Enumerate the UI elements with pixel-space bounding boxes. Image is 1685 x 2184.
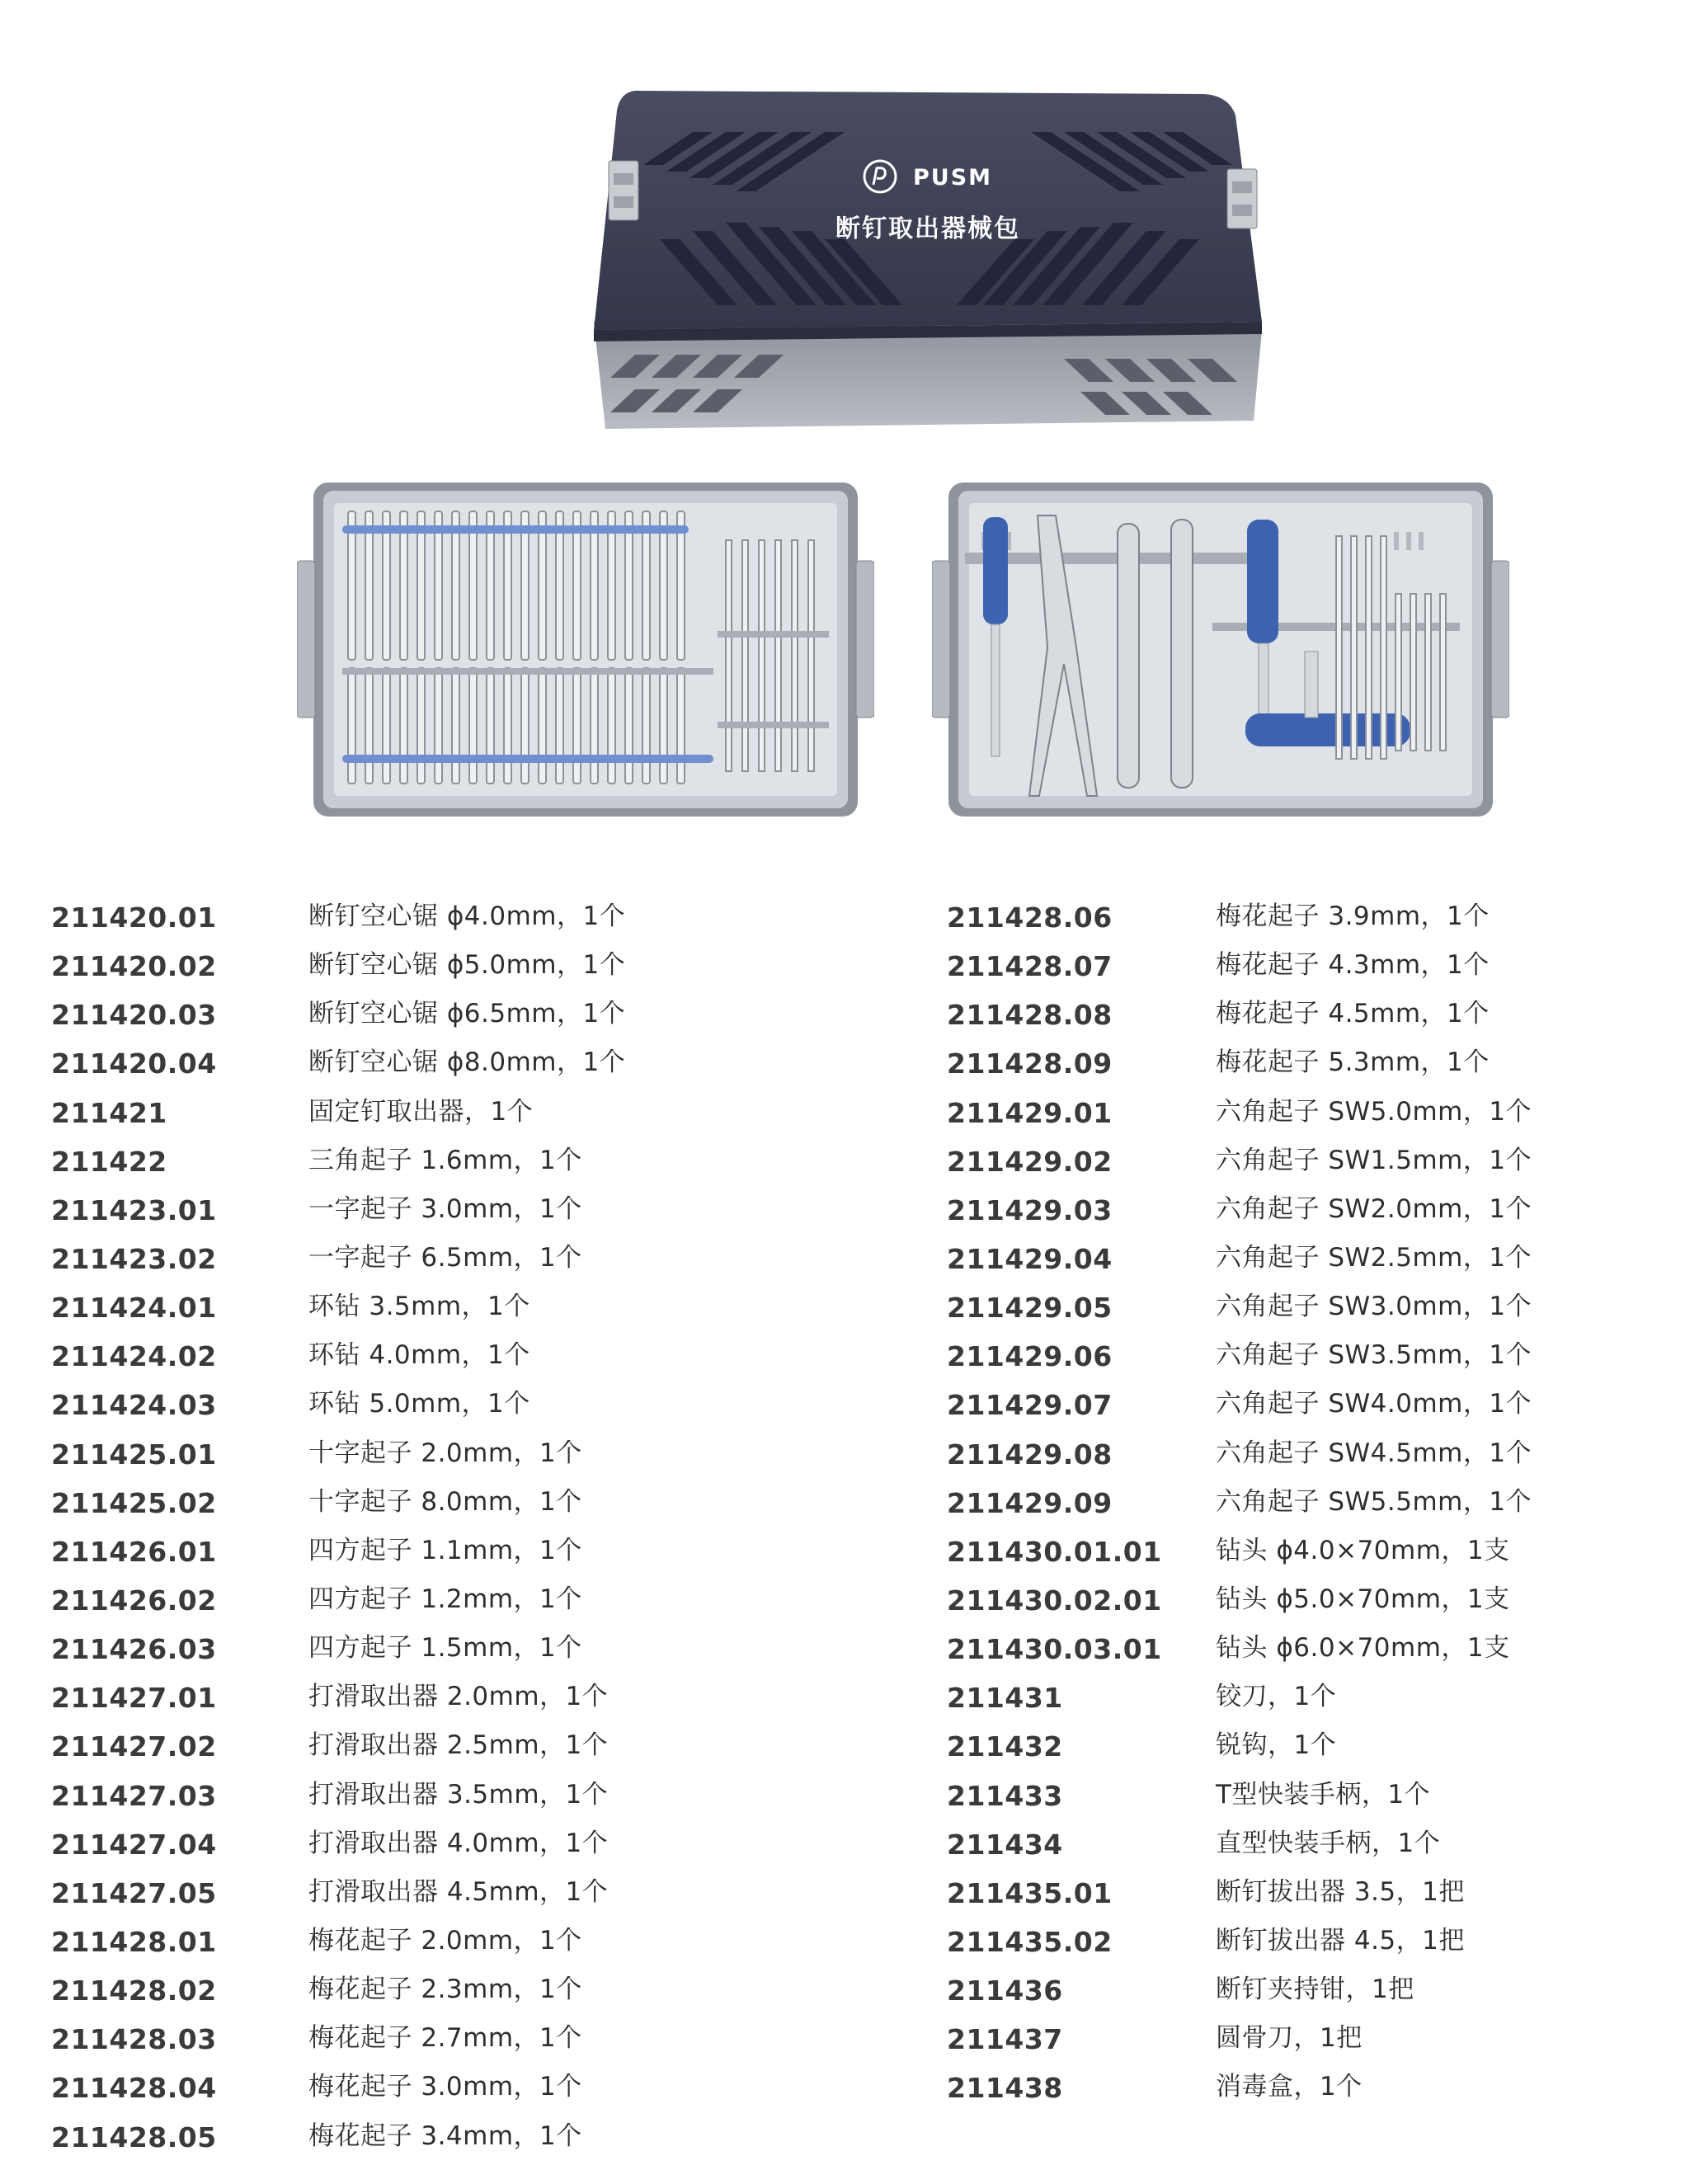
item-code: 211422 xyxy=(51,1145,167,1178)
item-description: 打滑取出器 2.0mm，1个 xyxy=(308,1682,609,1712)
item-code: 211429.09 xyxy=(947,1486,1113,1519)
item-description: 打滑取出器 4.0mm，1个 xyxy=(308,1828,609,1858)
screwdriver-bit xyxy=(469,668,477,784)
item-code: 211436 xyxy=(947,1975,1063,2007)
item-description: 钻头 ϕ5.0×70mm，1支 xyxy=(1216,1584,1510,1614)
screwdriver-bit xyxy=(452,668,459,784)
item-description: 十字起子 8.0mm，1个 xyxy=(308,1486,582,1517)
item-code: 211428.03 xyxy=(51,2023,217,2056)
item-code: 211426.02 xyxy=(51,1584,217,1617)
item-description: 六角起子 SW2.0mm，1个 xyxy=(1216,1193,1532,1224)
item-description: 断钉空心锯 ϕ4.0mm，1个 xyxy=(308,901,626,931)
item-description: 断钉拔出器 3.5，1把 xyxy=(1216,1876,1465,1907)
item-code: 211427.04 xyxy=(51,1828,217,1861)
item-code: 211423.02 xyxy=(51,1242,217,1275)
item-description: 六角起子 SW5.5mm，1个 xyxy=(1216,1486,1532,1517)
item-code: 211435.01 xyxy=(947,1876,1113,1909)
screwdriver-bit xyxy=(608,668,615,784)
item-code: 211429.06 xyxy=(947,1340,1113,1373)
item-description: 六角起子 SW4.0mm，1个 xyxy=(1216,1389,1532,1419)
item-code: 211420.01 xyxy=(51,901,217,934)
screwdriver-bit xyxy=(435,668,442,784)
item-code: 211435.02 xyxy=(947,1925,1113,1958)
item-code: 211429.08 xyxy=(947,1438,1113,1471)
item-code: 211429.04 xyxy=(947,1242,1113,1275)
item-description: 打滑取出器 4.5mm，1个 xyxy=(308,1876,609,1907)
screwdriver-bit xyxy=(556,668,563,784)
item-description: 梅花起子 3.0mm，1个 xyxy=(308,2072,582,2102)
item-code: 211429.05 xyxy=(947,1292,1113,1325)
item-description: 六角起子 SW5.0mm，1个 xyxy=(1216,1096,1532,1127)
extraction-tools-tray-illustration xyxy=(932,474,1509,825)
item-description: 梅花起子 5.3mm，1个 xyxy=(1216,1047,1490,1078)
screwdriver-bit xyxy=(348,668,355,784)
screwdriver-bit xyxy=(591,668,598,784)
item-code: 211424.01 xyxy=(51,1292,217,1325)
item-description: 六角起子 SW1.5mm，1个 xyxy=(1216,1145,1532,1175)
item-code: 211420.04 xyxy=(51,1047,217,1080)
item-description: 六角起子 SW4.5mm，1个 xyxy=(1216,1438,1532,1468)
item-description: 钻头 ϕ6.0×70mm，1支 xyxy=(1216,1633,1510,1664)
item-code: 211425.01 xyxy=(51,1438,217,1471)
item-code: 211430.03.01 xyxy=(947,1633,1162,1666)
item-code: 211421 xyxy=(51,1096,167,1129)
screwdriver-bit xyxy=(487,668,494,784)
case-lid-label: 断钉取出器械包 xyxy=(835,214,1020,243)
item-description: 环钻 3.5mm，1个 xyxy=(308,1292,530,1322)
drill-bit xyxy=(1351,536,1357,759)
sterilization-case-closed-photo xyxy=(569,82,1287,437)
item-description: 打滑取出器 2.5mm，1个 xyxy=(308,1730,609,1761)
item-description: T型快装手柄，1个 xyxy=(1216,1779,1431,1810)
item-code: 211423.01 xyxy=(51,1193,217,1226)
screwdriver-bit xyxy=(573,668,581,784)
screwdriver-bit xyxy=(383,668,390,784)
screwdriver-bit xyxy=(660,668,667,784)
item-description: 一字起子 3.0mm，1个 xyxy=(308,1193,582,1224)
drill-bit xyxy=(1396,594,1401,751)
pin-bit xyxy=(759,540,765,771)
brand-name: PUSM xyxy=(912,165,993,191)
drill-bit xyxy=(1440,594,1446,751)
pin-bit xyxy=(792,540,798,771)
item-description: 断钉空心锯 ϕ6.5mm，1个 xyxy=(308,999,626,1029)
item-code: 211428.09 xyxy=(947,1047,1113,1080)
item-code: 211437 xyxy=(947,2023,1063,2056)
screwdriver-bit xyxy=(504,668,511,784)
item-code: 211438 xyxy=(947,2072,1063,2105)
instrument-tray-right-photo xyxy=(932,474,1509,825)
item-description: 梅花起子 3.9mm，1个 xyxy=(1216,901,1490,931)
item-description: 断钉空心锯 ϕ5.0mm，1个 xyxy=(308,950,626,981)
item-description: 梅花起子 2.3mm，1个 xyxy=(308,1975,582,2005)
item-description: 环钻 5.0mm，1个 xyxy=(308,1389,530,1419)
item-code: 211427.05 xyxy=(51,1876,217,1909)
item-description: 三角起子 1.6mm，1个 xyxy=(308,1145,582,1175)
item-code: 211428.08 xyxy=(947,999,1113,1032)
item-code: 211429.02 xyxy=(947,1145,1113,1178)
item-description: 四方起子 1.5mm，1个 xyxy=(308,1633,582,1664)
screwdriver-bits-tray-illustration xyxy=(297,474,874,825)
drill-bit xyxy=(1410,594,1416,751)
item-description: 六角起子 SW3.0mm，1个 xyxy=(1216,1292,1532,1322)
item-code: 211427.02 xyxy=(51,1730,217,1763)
item-description: 一字起子 6.5mm，1个 xyxy=(308,1242,582,1273)
item-code: 211429.01 xyxy=(947,1096,1113,1129)
item-description: 断钉拔出器 4.5，1把 xyxy=(1216,1925,1465,1956)
pin-bit xyxy=(742,540,748,771)
item-code: 211429.07 xyxy=(947,1389,1113,1422)
item-code: 211420.02 xyxy=(51,950,217,983)
item-code: 211424.02 xyxy=(51,1340,217,1373)
drill-bit xyxy=(1336,536,1342,759)
item-description: 直型快装手柄，1个 xyxy=(1216,1828,1441,1858)
item-code: 211434 xyxy=(947,1828,1063,1861)
instrument-tray-left-photo xyxy=(297,474,874,825)
screwdriver-bit xyxy=(539,668,546,784)
item-code: 211428.01 xyxy=(51,1925,217,1958)
item-code: 211428.02 xyxy=(51,1975,217,2007)
item-description: 固定钉取出器，1个 xyxy=(308,1096,534,1127)
screwdriver-bit xyxy=(677,668,685,784)
item-code: 211432 xyxy=(947,1730,1063,1763)
item-description: 钻头 ϕ4.0×70mm，1支 xyxy=(1216,1535,1510,1565)
item-code: 211426.03 xyxy=(51,1633,217,1666)
screwdriver-bit xyxy=(417,668,425,784)
item-description: 梅花起子 4.5mm，1个 xyxy=(1216,999,1490,1029)
item-code: 211424.03 xyxy=(51,1389,217,1422)
item-description: 四方起子 1.2mm，1个 xyxy=(308,1584,582,1614)
drill-bit xyxy=(1425,594,1431,751)
item-description: 断钉夹持钳，1把 xyxy=(1216,1975,1414,2005)
item-code: 211428.04 xyxy=(51,2072,217,2105)
item-code: 211425.02 xyxy=(51,1486,217,1519)
item-description: 梅花起子 2.7mm，1个 xyxy=(308,2023,582,2054)
item-code: 211430.01.01 xyxy=(947,1535,1162,1568)
item-code: 211426.01 xyxy=(51,1535,217,1568)
item-code: 211429.03 xyxy=(947,1193,1113,1226)
item-description: 六角起子 SW3.5mm，1个 xyxy=(1216,1340,1532,1371)
item-description: 环钻 4.0mm，1个 xyxy=(308,1340,530,1371)
item-description: 四方起子 1.1mm，1个 xyxy=(308,1535,582,1565)
item-description: 梅花起子 2.0mm，1个 xyxy=(308,1925,582,1956)
item-code: 211428.05 xyxy=(51,2120,217,2153)
pin-bit xyxy=(808,540,814,771)
item-code: 211428.06 xyxy=(947,901,1113,934)
item-code: 211428.07 xyxy=(947,950,1113,983)
item-code: 211430.02.01 xyxy=(947,1584,1162,1617)
item-code: 211433 xyxy=(947,1779,1063,1812)
screwdriver-bit xyxy=(642,668,650,784)
drill-bit xyxy=(1366,536,1372,759)
item-description: 打滑取出器 3.5mm，1个 xyxy=(308,1779,609,1810)
item-code: 211431 xyxy=(947,1682,1063,1715)
item-code: 211427.01 xyxy=(51,1682,217,1715)
item-description: 梅花起子 3.4mm，1个 xyxy=(308,2120,582,2151)
case-lid-illustration xyxy=(569,82,1287,437)
item-description: 消毒盒，1个 xyxy=(1216,2072,1363,2102)
item-code: 211420.03 xyxy=(51,999,217,1032)
item-code: 211427.03 xyxy=(51,1779,217,1812)
screwdriver-bit xyxy=(625,668,633,784)
screwdriver-bit xyxy=(365,668,373,784)
pin-bit xyxy=(775,540,781,771)
item-description: 梅花起子 4.3mm，1个 xyxy=(1216,950,1490,981)
drill-bit xyxy=(1381,536,1386,759)
item-description: 圆骨刀，1把 xyxy=(1216,2023,1363,2054)
screwdriver-bit xyxy=(521,668,529,784)
screwdriver-bit xyxy=(400,668,407,784)
item-description: 六角起子 SW2.5mm，1个 xyxy=(1216,1242,1532,1273)
item-description: 铰刀，1个 xyxy=(1216,1682,1337,1712)
item-description: 断钉空心锯 ϕ8.0mm，1个 xyxy=(308,1047,626,1078)
pin-bit xyxy=(726,540,732,771)
item-description: 十字起子 2.0mm，1个 xyxy=(308,1438,582,1468)
item-description: 锐钩，1个 xyxy=(1216,1730,1337,1761)
